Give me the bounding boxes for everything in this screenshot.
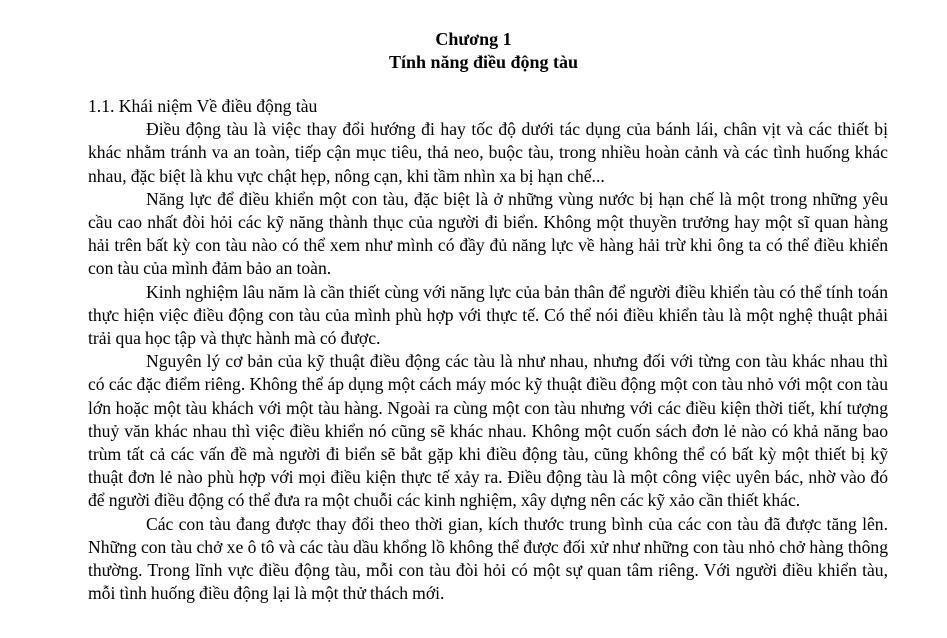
document-body (88, 95, 888, 605)
chapter-title: Tính năng điều động tàu (388, 52, 579, 72)
paragraph-2: Năng lực để điều khiển một con tàu, đặc biệt là ở những vùng nước bị hạn chế là một trong những yêu cầu cao nhất đòi hỏi các kỹ năng thành thục của người đi biển. Không một thuyền trưởng hay một sĩ quan hàng hải trên bất kỳ con tàu nào có thể xem như mình có đầy đủ năng lực về hàng hải trừ khi ông ta có thể điều khiển con tàu của mình đảm bảo an toàn. (88, 188, 888, 279)
paragraph-4: Nguyên lý cơ bản của kỹ thuật điều động các tàu là như nhau, nhưng đối với từng con tàu khác nhau thì có các đặc điểm riêng. Không thể áp dụng một cách máy móc kỹ thuật điều động một con tàu nhỏ với một con tàu lớn hoặc một tàu khách với một tàu hàng. Ngoài ra cùng một con tàu nhưng với các điều kiện thời tiết, khí tượng thuỷ văn khác nhau thì việc điều khiển nó cũng sẽ khác nhau. Không một cuốn sách đơn lẻ nào có khả năng bao trùm tất cả các vấn đề mà người đi biển sẽ bắt gặp khi điều động tàu, cũng không thể có bất kỳ một thiết bị kỹ thuật đơn lẻ nào phù hợp với mọi điều kiện thực tế xảy ra. Điều động tàu là một công việc uyên bác, nhờ vào đó để người điều động có thể đưa ra một chuỗi các kinh nghiệm, xây dựng nên các kỹ xảo cần thiết khác. (88, 351, 888, 511)
paragraph-5: Các con tàu đang được thay đổi theo thời gian, kích thước trung bình của các con tàu đã được tăng lên. Những con tàu chở xe ô tô và các tàu dầu khổng lồ không thể được đối xử như những con tàu nhỏ chở hàng thông thường. Trong lĩnh vực điều động tàu, mỗi con tàu đòi hỏi có một sự quan tâm riêng. Với người điều khiển tàu, mỗi tình huống điều động lại là một thử thách mới. (88, 513, 888, 604)
paragraph-1: Điều động tàu là việc thay đổi hướng đi hay tốc độ dưới tác dụng của bánh lái, chân vịt và các thiết bị khác nhằm tránh va an toàn, tiếp cận mục tiêu, thả neo, buộc tàu, trong nhiều hoàn cảnh và các tình huống khác nhau, đặc biệt là khu vực chật hẹp, nông cạn, khi tầm nhìn xa bị hạn chế... (88, 119, 888, 186)
section-heading: 1.1. Khái niệm Về điều động tàu (88, 96, 318, 116)
chapter-number: Chương 1 (435, 29, 512, 49)
paragraph-3: Kinh nghiệm lâu năm là cần thiết cùng với năng lực của bản thân để người điều khiển tàu có thể tính toán thực hiện việc điều động con tàu của mình phù hợp với thực tế. Có thể nói điều khiển tàu là một nghệ thuật phải trải qua học tập và thực hành mà có được. (88, 281, 888, 349)
